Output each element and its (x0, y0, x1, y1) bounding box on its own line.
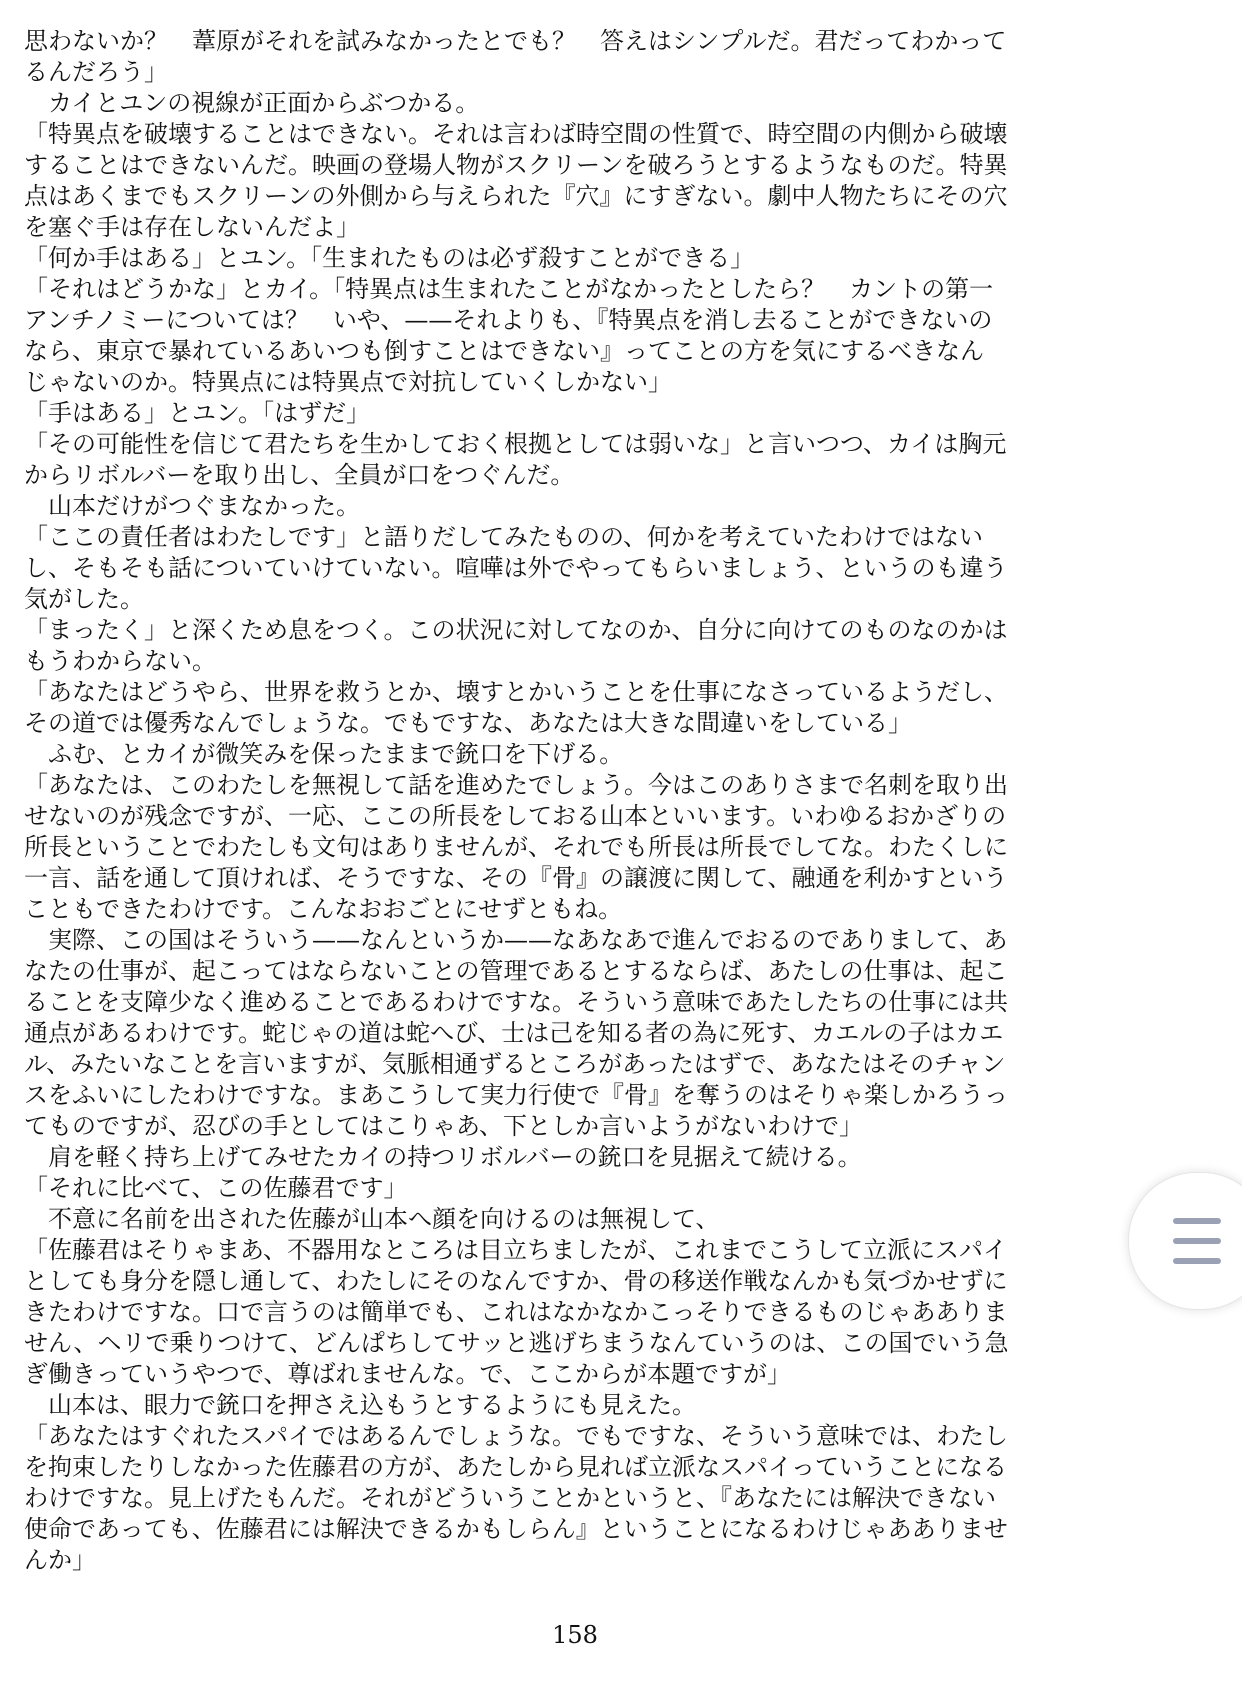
text-line: きたわけですな。口で言うのは簡単でも、これはなかなかこっそりできるものじゃあありま (24, 1298, 1008, 1326)
text-line: 「それはどうかな」とカイ。「特異点は生まれたことがなかったとしたら？ カントの第一 (24, 275, 994, 303)
text-line: せん、ヘリで乗りつけて、どんぱちしてサッと逃げちまうなんていうのは、この国でいう急 (24, 1329, 1009, 1357)
text-line: 「あなたは、このわたしを無視して話を進めたでしょう。今はこのありさまで名刺を取り出 (24, 771, 1008, 799)
text-line: 山本は、眼力で銃口を押さえ込もうとするようにも見えた。 (24, 1391, 696, 1419)
text-line: 「あなたはすぐれたスパイではあるんでしょうな。でもですな、そういう意味では、わたし (24, 1422, 1008, 1450)
text-line: することはできないんだ。映画の登場人物がスクリーンを破ろうとするようなものだ。特異 (24, 151, 1008, 179)
text-line: 一言、話を通して頂ければ、そうですな、その『骨』の譲渡に関して、融通を利かすという (24, 864, 1008, 892)
text-line: 肩を軽く持ち上げてみせたカイの持つリボルバーの銃口を見据えて続ける。 (24, 1143, 862, 1171)
text-line: アンチノミーについては？ いや、——それよりも、『特異点を消し去ることができないの (24, 306, 993, 334)
text-line: 「特異点を破壊することはできない。それは言わば時空間の性質で、時空間の内側から破壊 (24, 120, 1008, 148)
text-line: を塞ぐ手は存在しないんだよ」 (24, 213, 360, 241)
text-line: 使命であっても、佐藤君には解決できるかもしらん』ということになるわけじゃあありませ (24, 1515, 1008, 1543)
text-line: るんだろう」 (24, 58, 168, 86)
page-body (24, 26, 1124, 1576)
text-line: わけですな。見上げたもんだ。それがどういうことかというと、『あなたには解決できない (24, 1484, 996, 1512)
text-line: せないのが残念ですが、一応、ここの所長をしておる山本といいます。いわゆるおかざりの (24, 802, 1007, 830)
text-line: 「ここの責任者はわたしです」と語りだしてみたものの、何かを考えていたわけではない (24, 523, 984, 551)
text-line: ル、みたいなことを言いますが、気脈相通ずるところがあったはずで、あなたはそのチャン (24, 1050, 1006, 1078)
text-line: を拘束したりしなかった佐藤君の方が、あたしから見れば立派なスパイっていうことになる (24, 1453, 1008, 1481)
text-line: 山本だけがつぐまなかった。 (24, 492, 360, 520)
text-line: ぎ働きっていうやつで、尊ばれませんな。で、ここからが本題ですが」 (24, 1360, 792, 1388)
text-line: ふむ、とカイが微笑みを保ったままで銃口を下げる。 (24, 740, 624, 768)
text-line: 点はあくまでもスクリーンの外側から与えられた『穴』にすぎない。劇中人物たちにその穴 (24, 182, 1008, 210)
text-line: 「佐藤君はそりゃまあ、不器用なところは目立ちましたが、これまでこうして立派にスパイ (24, 1236, 1008, 1264)
text-line: 思わないか？ 葦原がそれを試みなかったとでも？ 答えはシンプルだ。君だってわかって (24, 27, 1007, 55)
text-line: 「まったく」と深くため息をつく。この状況に対してなのか、自分に向けてのものなのかは (24, 616, 1008, 644)
text-line: 不意に名前を出された佐藤が山本へ顔を向けるのは無視して、 (24, 1205, 720, 1233)
text-line: こともできたわけです。こんなおおごとにせずともね。 (24, 895, 623, 923)
text-line: その道では優秀なんでしょうな。でもですな、あなたは大きな間違いをしている」 (24, 709, 912, 737)
text-line: からリボルバーを取り出し、全員が口をつぐんだ。 (24, 461, 575, 489)
text-line: 「その可能性を信じて君たちを生かしておく根拠としては弱いな」と言いつつ、カイは胸元 (24, 430, 1007, 458)
text-line: 所長ということでわたしも文句はありませんが、それでも所長は所長でしてな。わたくしに (24, 833, 1008, 861)
text-line: 「何か手はある」とユン。「生まれたものは必ず殺すことができる」 (24, 244, 755, 272)
text-line: 実際、この国はそういう——なんというか——なあなあで進んでおるのでありまして、あ (24, 926, 1008, 954)
text-line: 「手はある」とユン。「はずだ」 (24, 399, 371, 427)
text-line: なたの仕事が、起こってはならないことの管理であるとするならば、あたしの仕事は、起こ (24, 957, 1008, 985)
text-line: としても身分を隠し通して、わたしにそのなんですか、骨の移送作戦なんかも気づかせずに (24, 1267, 1008, 1295)
text-line: 気がした。 (24, 585, 144, 613)
text-line: てものですが、忍びの手としてはこりゃあ、下としか言いようがないわけで」 (24, 1112, 864, 1140)
text-line: なら、東京で暴れているあいつも倒すことはできない』ってことの方を気にするべきなん (24, 337, 984, 365)
text-line: 「それに比べて、この佐藤君です」 (24, 1174, 408, 1202)
text-line: んか」 (24, 1546, 96, 1574)
text-line: ることを支障少なく進めることであるわけですな。そういう意味であたしたちの仕事には共 (24, 988, 1008, 1016)
text-line: スをふいにしたわけですな。まあこうして実力行使で『骨』を奪うのはそりゃ楽しかろうっ (24, 1081, 1008, 1109)
page-number: 158 (552, 1621, 598, 1649)
text-line: 通点があるわけです。蛇じゃの道は蛇へび、士は己を知る者の為に死す、カエルの子はカエ (24, 1019, 1004, 1047)
text-line: 「あなたはどうやら、世界を救うとか、壊すとかいうことを仕事になさっているようだし、 (24, 678, 1008, 706)
text-line: もうわからない。 (24, 647, 216, 675)
text-line: カイとユンの視線が正面からぶつかる。 (24, 89, 480, 117)
hamburger-menu-icon (1173, 1216, 1223, 1266)
menu-button[interactable] (1128, 1172, 1242, 1310)
text-line: じゃないのか。特異点には特異点で対抗していくしかない」 (24, 368, 672, 396)
text-line: し、そもそも話についていけていない。喧嘩は外でやってもらいましょう、というのも違う (24, 554, 1008, 582)
